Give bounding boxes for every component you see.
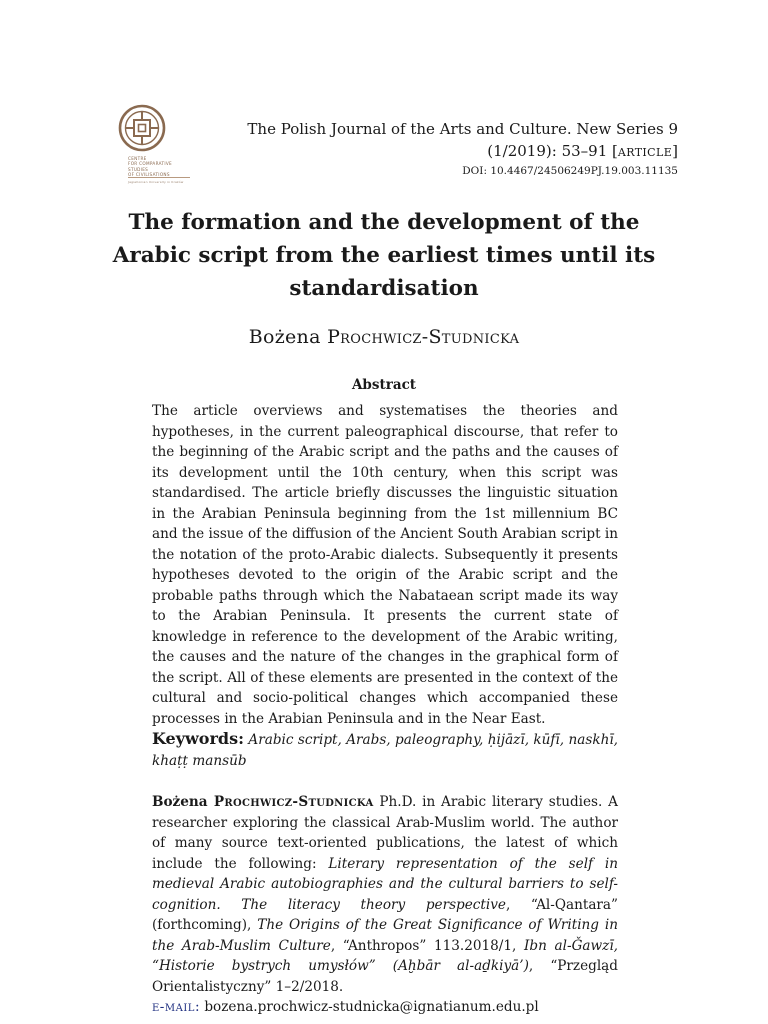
logo-wordmark: [128, 156, 208, 178]
logo-divider: [128, 177, 190, 178]
bio-text: , “Anthropos” 113.2018/1,: [330, 937, 525, 954]
email-address[interactable]: bozena.prochwicz-studnicka@ignatianum.edu.pl: [200, 999, 539, 1015]
keywords-list: Arabic script, Arabs, paleography, ḥijāzī, kūfī, naskhī, khaṭṭ mansūb: [152, 732, 618, 769]
centre-emblem-icon: [118, 104, 166, 152]
doi: DOI: 10.4467/24506249PJ.19.003.11135: [462, 165, 678, 177]
article-title: The formation and the development of the Arabic script from the earliest times until its standardisation: [112, 210, 656, 301]
article-author: [90, 326, 678, 348]
bio-text: , “Al-Qantara” (forthcoming),: [152, 896, 618, 933]
bio-last-name: Prochwicz-Studnicka: [213, 794, 374, 810]
journal-citation: [208, 118, 678, 162]
logo-line: CENTRE: [128, 156, 147, 161]
abstract-heading: Abstract: [351, 377, 417, 393]
bio-publication-title: The Origins of the Great Significance of Writing in the Arab-Muslim Culture: [152, 917, 618, 954]
author-first-name: Bożena: [248, 326, 321, 348]
author-last-name: Prochwicz-Studnicka: [327, 326, 520, 348]
logo-subline: Jagiellonian University in Kraków: [128, 180, 184, 184]
logo-line: FOR COMPARATIVE: [128, 161, 172, 167]
bio-publication-title: Literary representation of the self in medieval Arabic autobiographies and the cultural barriers to self-cognition. The literacy theory perspective: [152, 855, 618, 913]
bio-author-name: [152, 794, 374, 810]
logo-line: OF CIVILISATIONS: [128, 172, 170, 178]
journal-line-1: The Polish Journal of the Arts and Culture. New Series 9: [247, 120, 678, 138]
bio-text: , “Przegląd Orientalistyczny” 1–2/2018.: [152, 958, 618, 995]
bio-publication-title: Ibn al-Ǧawzī, “Historie bystrych umysłów” (Aḫbār al-aḏkiyā’): [152, 937, 618, 974]
email-label: e-mail:: [152, 999, 201, 1015]
keywords-label: Keywords:: [152, 729, 245, 748]
author-bio: [152, 792, 618, 1018]
journal-issue: (1/2019): 53–91 [: [487, 142, 618, 160]
abstract-text: The article overviews and systematises the theories and hypotheses, in the current paleographical discourse, that refer to the beginning of the Arabic script and the paths and the causes of its development until the 10th century, when this script was standardised. The article briefly discusses the linguistic situation in the Arabian Peninsula beginning from the 1st millennium BC and the issue of the diffusion of the Ancient South Arabian script in the notation of the proto-Arabic dialects. Subsequently it presents hypotheses devoted to the origin of the Arabic script and the probable paths through which the Nabataean script made its way to the Arabian Peninsula. It presents the current state of knowledge in reference to the development of the Arabic writing, the causes and the nature of the changes in the graphical form of the script. All of these elements are presented in the context of the cultural and socio-political changes which accompanied these processes in the Arabian Peninsula and in the Near East.: [152, 403, 618, 727]
bio-text: Ph.D. in Arabic literary studies. A researcher exploring the classical Arab-Muslim world. The author of many source text-oriented publications, the latest of which include the following:: [152, 794, 618, 872]
centre-logo: [114, 104, 204, 190]
keywords: [152, 728, 618, 772]
bio-first-name: Bożena: [152, 794, 208, 810]
article-type: article: [617, 142, 673, 160]
journal-line-2: [208, 140, 678, 162]
logo-line: STUDIES: [128, 166, 149, 172]
journal-bracket: ]: [672, 142, 678, 160]
